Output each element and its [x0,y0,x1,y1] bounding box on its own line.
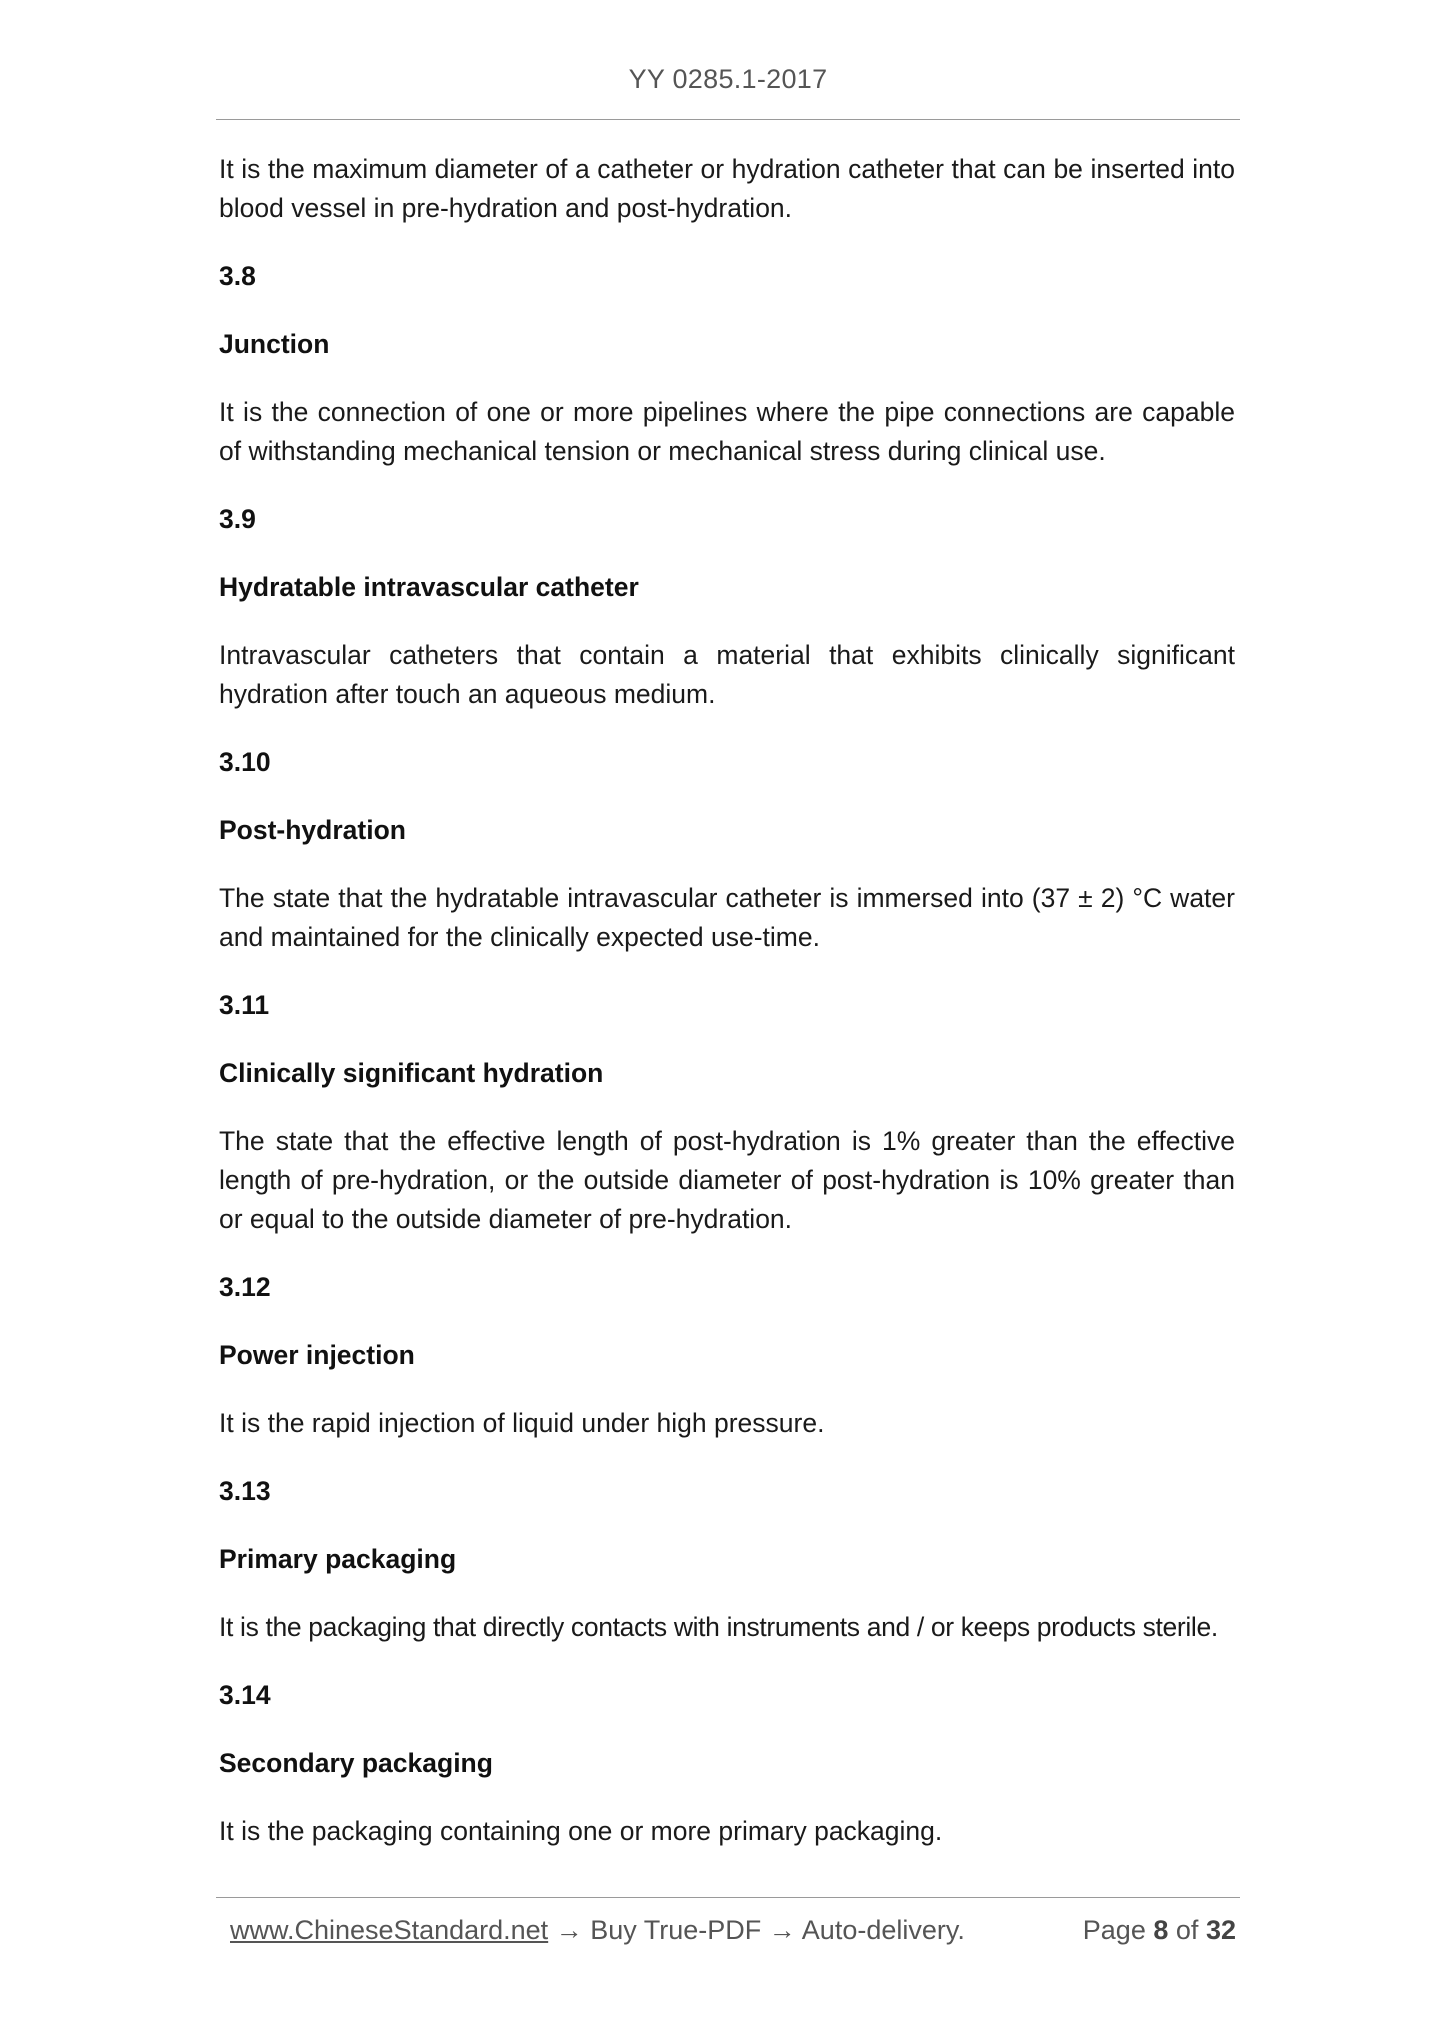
clause-term: Clinically significant hydration [219,1058,604,1088]
clause-number: 3.12 [219,1272,271,1302]
auto-delivery-text: Auto-delivery. [801,1915,965,1945]
clause-number: 3.8 [219,261,256,291]
clause-term: Primary packaging [219,1544,457,1574]
clause-definition: It is the connection of one or more pipelines where the pipe connections are capable of withstanding mechanical tension or mechanical stress during clinical use. [219,397,1235,466]
page-footer [216,1915,1240,1955]
page-number [1083,1915,1236,1946]
clause-definition: It is the rapid injection of liquid under high pressure. [219,1408,825,1438]
page-total: 32 [1205,1915,1236,1945]
header-divider [216,119,1240,120]
clause-definition: Intravascular catheters that contain a material that exhibits clinically significant hydration after touch an aqueous medium. [219,640,1235,709]
clause-definition: The state that the hydratable intravascular catheter is immersed into (37 ± 2) °C water and maintained for the clinically expected use-time. [219,883,1235,952]
clause-number: 3.13 [219,1476,271,1506]
clause-definition: It is the packaging that directly contacts with instruments and / or keeps products sterile. [219,1612,1218,1642]
clause-number: 3.11 [219,990,270,1020]
clause-term: Post-hydration [219,815,406,845]
clause-number: 3.10 [219,747,271,777]
footer-promo [230,1915,965,1946]
arrow-right-icon: → [555,1915,583,1945]
clause-definition: The state that the effective length of post-hydration is 1% greater than the effective length of pre-hydration, or the outside diameter of post-hydration is 10% greater than or equal to the outside diameter of pre-hydration. [219,1126,1235,1234]
clause-term: Secondary packaging [219,1748,493,1778]
page-of-label: of [1175,1915,1199,1945]
page-header-doc-code: YY 0285.1-2017 [628,64,828,94]
website-link[interactable]: www.ChineseStandard.net [230,1915,549,1945]
page-body [219,150,1235,1851]
clause-definition: It is the packaging containing one or more primary packaging. [219,1816,943,1846]
intro-paragraph: It is the maximum diameter of a catheter or hydration catheter that can be inserted into blood vessel in pre-hydration and post-hydration. [219,154,1235,223]
page-label: Page [1082,1915,1146,1945]
clause-term: Hydratable intravascular catheter [219,572,639,602]
footer-divider [216,1897,1240,1898]
clause-term: Junction [219,329,330,359]
clause-term: Power injection [219,1340,415,1370]
clause-number: 3.9 [219,504,256,534]
page-current: 8 [1153,1915,1169,1945]
arrow-right-icon: → [768,1915,796,1945]
clause-number: 3.14 [219,1680,271,1710]
buy-true-pdf-text: Buy True-PDF [590,1915,762,1945]
